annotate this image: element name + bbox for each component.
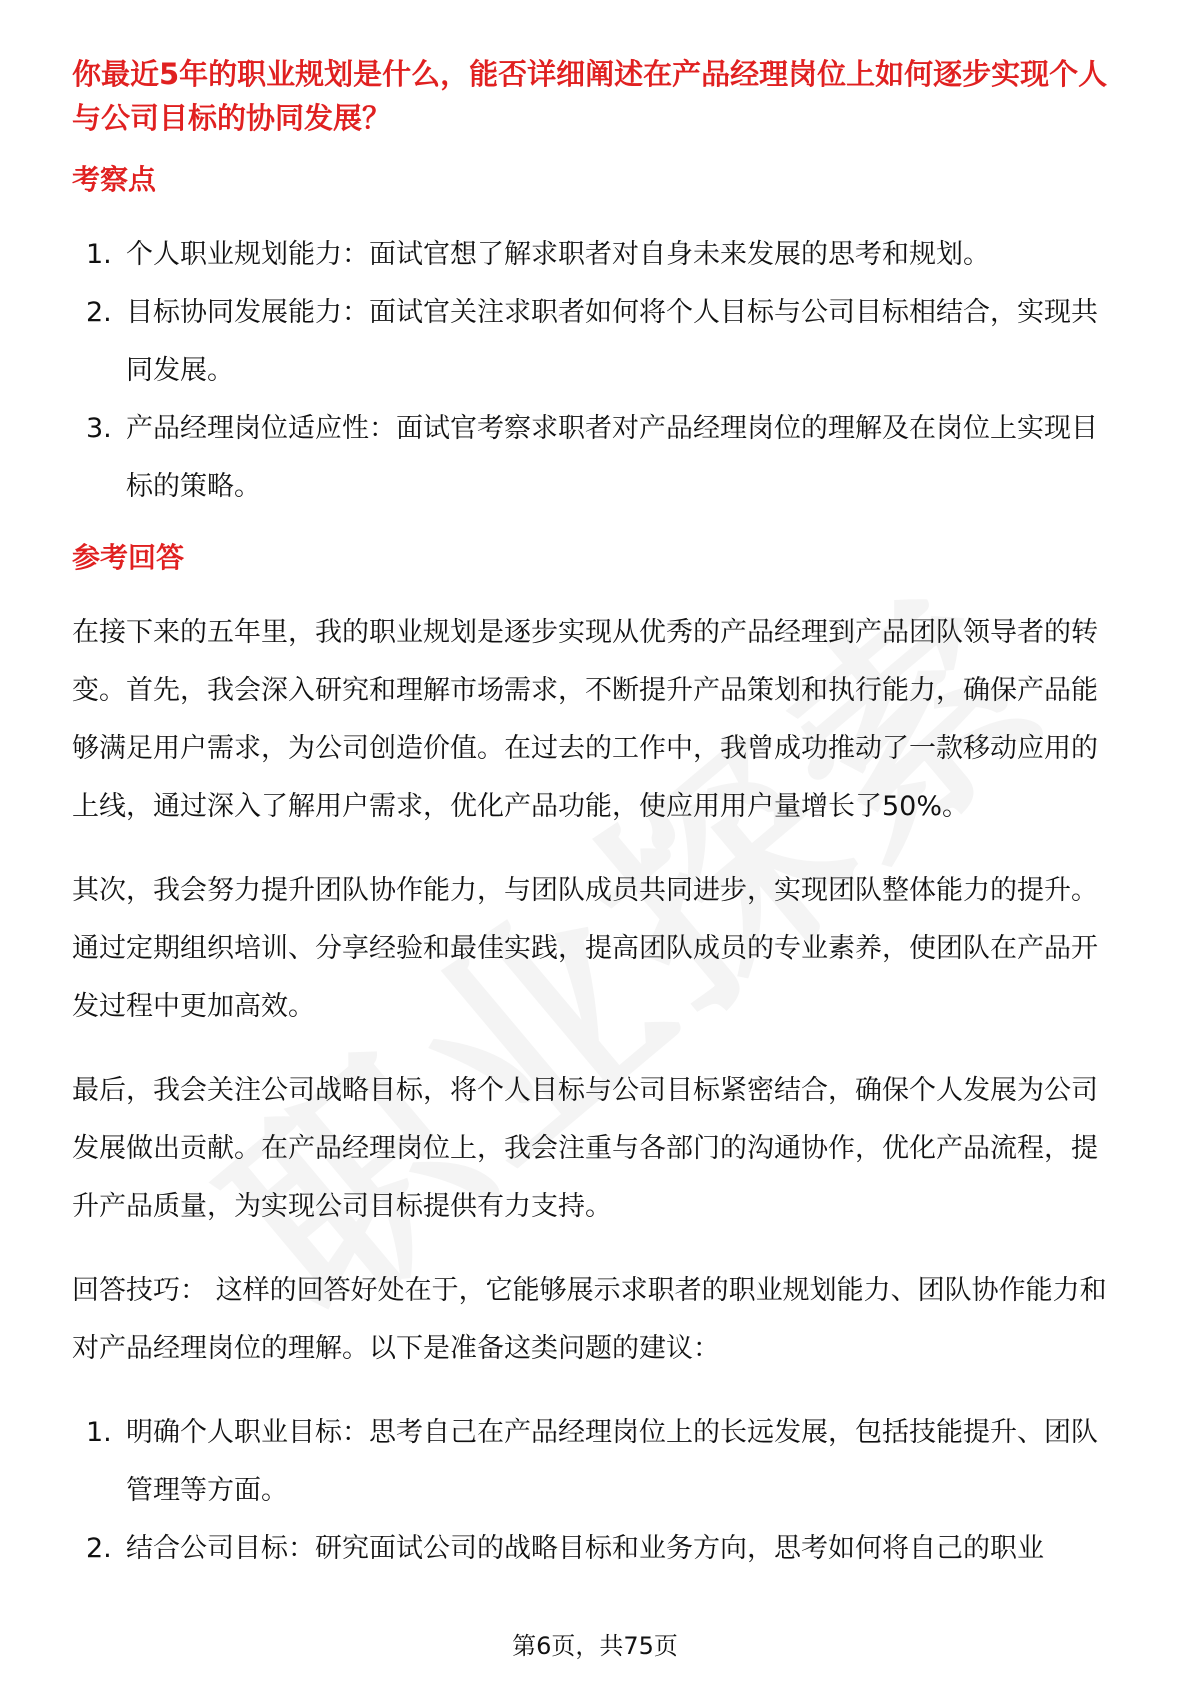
- list-item-text: 个人职业规划能力：面试官想了解求职者对自身未来发展的思考和规划。: [126, 239, 990, 270]
- answer-tips-intro: 回答技巧： 这样的回答好处在于，它能够展示求职者的职业规划能力、团队协作能力和对产品经理岗位的理解。以下是准备这类问题的建议：: [72, 1275, 1107, 1364]
- exam-points-list: [72, 226, 1122, 516]
- list-number: 1.: [86, 1417, 112, 1448]
- list-item: [72, 284, 1122, 400]
- list-item-text: 目标协同发展能力：面试官关注求职者如何将个人目标与公司目标相结合，实现共同发展。: [126, 297, 1098, 386]
- answer-paragraph: 在接下来的五年里，我的职业规划是逐步实现从优秀的产品经理到产品团队领导者的转变。首先，我会深入研究和理解市场需求，不断提升产品策划和执行能力，确保产品能够满足用户需求，为公司创造价值。在过去的工作中，我曾成功推动了一款移动应用的上线，通过深入了解用户需求，优化产品功能，使应用用户量增长了50%。: [72, 617, 1098, 822]
- answer-paragraph: 最后，我会关注公司战略目标，将个人目标与公司目标紧密结合，确保个人发展为公司发展做出贡献。在产品经理岗位上，我会注重与各部门的沟通协作，优化产品流程，提升产品质量，为实现公司目标提供有力支持。: [72, 1075, 1098, 1222]
- list-item: [72, 1520, 1122, 1578]
- list-item-text: 产品经理岗位适应性：面试官考察求职者对产品经理岗位的理解及在岗位上实现目标的策略。: [126, 413, 1098, 502]
- list-number: 3.: [86, 413, 112, 444]
- list-item-text: 明确个人职业目标：思考自己在产品经理岗位上的长远发展，包括技能提升、团队管理等方面。: [126, 1417, 1098, 1506]
- answer-paragraph: 其次，我会努力提升团队协作能力，与团队成员共同进步，实现团队整体能力的提升。通过定期组织培训、分享经验和最佳实践，提高团队成员的专业素养，使团队在产品开发过程中更加高效。: [72, 875, 1098, 1022]
- question-title: 你最近5年的职业规划是什么，能否详细阐述在产品经理岗位上如何逐步实现个人与公司目标的协同发展？: [72, 57, 1108, 135]
- section-heading-answer: 参考回答: [72, 541, 185, 574]
- section-heading-exam-points: 考察点: [72, 163, 157, 196]
- list-number: 1.: [86, 239, 112, 270]
- tips-list: [72, 1404, 1122, 1578]
- page-footer: 第6页，共75页: [512, 1632, 678, 1660]
- list-item-text: 结合公司目标：研究面试公司的战略目标和业务方向，思考如何将自己的职业: [126, 1533, 1044, 1564]
- list-number: 2.: [86, 1533, 112, 1564]
- list-item: [72, 1404, 1122, 1520]
- list-item: [72, 400, 1122, 516]
- document-page: [72, 52, 1122, 1578]
- list-item: [72, 226, 1122, 284]
- list-number: 2.: [86, 297, 112, 328]
